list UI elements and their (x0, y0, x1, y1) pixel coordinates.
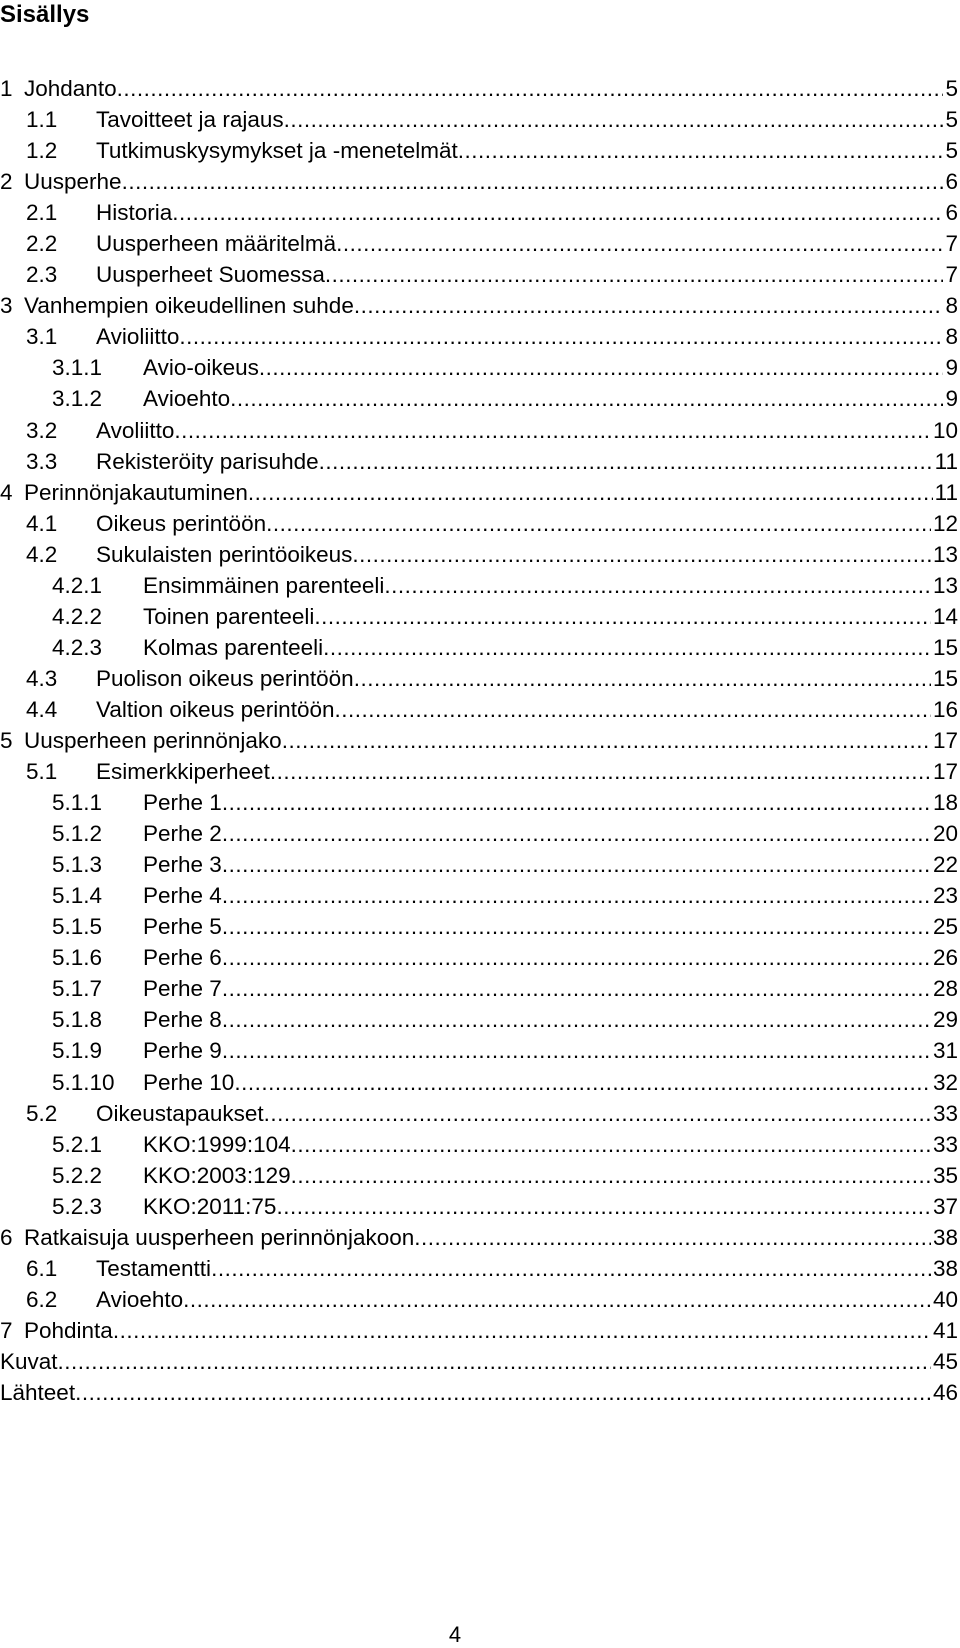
toc-entry-title: Tutkimuskysymykset ja -menetelmät (96, 138, 458, 164)
toc-entry-page: 20 (932, 821, 958, 847)
toc-entry-number: 4.1 (26, 510, 58, 536)
toc-dot-leader (282, 726, 931, 756)
toc-heading: Sisällys (0, 1, 90, 28)
toc-entry-page: 45 (932, 1348, 958, 1374)
toc-dot-leader (291, 1161, 931, 1191)
toc-entry-title: Uusperheen perinnönjako (24, 727, 282, 753)
toc-entry[interactable] (0, 1099, 958, 1130)
toc-entry-page: 13 (932, 541, 958, 567)
toc-entry-number: 1.2 (26, 138, 58, 164)
toc-entry-number: 3.1 (26, 324, 58, 350)
toc-entry-number: 4.2.1 (52, 572, 103, 598)
toc-entry-number: 1 (0, 76, 13, 101)
toc-entry-number: 6.2 (26, 1286, 58, 1312)
page-number: 4 (448, 1622, 462, 1647)
toc-dot-leader (291, 1130, 931, 1160)
toc-entry[interactable] (0, 105, 958, 136)
toc-entry-title: Perhe 5 (143, 914, 222, 940)
toc-entry-page: 5 (945, 138, 958, 164)
toc-entry-number: 4.2 (26, 541, 58, 567)
toc-entry-title: Vanhempien oikeudellinen suhde (24, 293, 354, 319)
toc-entry[interactable] (0, 1223, 958, 1254)
toc-entry-number: 5.1.6 (52, 945, 103, 971)
toc-entry-title: Johdanto (24, 76, 117, 101)
toc-entry-number: 3.1.1 (52, 355, 103, 381)
toc-entry[interactable] (0, 943, 958, 974)
toc-entry-number: 5 (0, 727, 13, 753)
toc-entry-number: 5.1.4 (52, 883, 103, 909)
toc-entry[interactable] (0, 1161, 958, 1192)
toc-dot-leader (264, 1099, 931, 1129)
toc-dot-leader (222, 788, 931, 818)
toc-entry[interactable] (0, 819, 958, 850)
toc-entry-page: 8 (945, 293, 958, 319)
toc-entry-page: 31 (932, 1038, 958, 1064)
toc-entry-title: Perhe 1 (143, 790, 222, 816)
toc-entry-title: Oikeustapaukset (96, 1100, 264, 1126)
toc-entry-title: Lähteet (0, 1379, 76, 1405)
toc-entry-title: Esimerkkiperheet (96, 759, 270, 785)
toc-entry[interactable] (0, 291, 958, 322)
toc-entry-title: Avioehto (96, 1286, 184, 1312)
toc-entry-number: 2.1 (26, 200, 58, 226)
toc-dot-leader (336, 229, 943, 259)
toc-entry-page: 29 (932, 1007, 958, 1033)
toc-entry[interactable] (0, 509, 958, 540)
toc-entry[interactable] (0, 571, 958, 602)
toc-entry-title: Perhe 7 (143, 976, 222, 1002)
toc-entry[interactable] (0, 974, 958, 1005)
toc-entry-page: 38 (932, 1255, 958, 1281)
toc-entry-title: Ratkaisuja uusperheen perinnönjakoon (24, 1224, 415, 1250)
toc-entry-page: 18 (932, 790, 958, 816)
toc-entry-number: 4 (0, 479, 13, 505)
toc-dot-leader (325, 260, 944, 290)
toc-entry-page: 32 (932, 1069, 958, 1095)
toc-entry[interactable] (0, 229, 958, 260)
toc-entry-number: 3.2 (26, 417, 58, 443)
toc-dot-leader (248, 478, 933, 508)
toc-entry-title: Kolmas parenteeli (143, 634, 324, 660)
toc-entry[interactable] (0, 1254, 958, 1285)
toc-dot-leader (222, 1036, 931, 1066)
toc-dot-leader (234, 1068, 931, 1098)
toc-entry-page: 7 (945, 231, 958, 257)
toc-dot-leader (266, 509, 931, 539)
toc-entry-page: 37 (932, 1193, 958, 1219)
toc-entry[interactable] (0, 416, 958, 447)
toc-entry-title: Uusperheet Suomessa (96, 262, 325, 288)
toc-entry-title: Perhe 6 (143, 945, 222, 971)
toc-dot-leader (222, 819, 931, 849)
toc-entry-title: Kuvat (0, 1348, 58, 1374)
toc-entry-title: Valtion oikeus perintöön (96, 696, 335, 722)
toc-entry-number: 6 (0, 1224, 13, 1250)
toc-entry[interactable] (0, 136, 958, 167)
toc-entry-number: 3 (0, 293, 13, 319)
toc-entry-title: Avio-oikeus (143, 355, 259, 381)
toc-entry-page: 38 (932, 1224, 958, 1250)
toc-entry-page: 8 (945, 324, 958, 350)
toc-dot-leader (222, 1005, 931, 1035)
toc-entry[interactable] (0, 1192, 958, 1223)
toc-entry-title: Toinen parenteeli (143, 603, 315, 629)
toc-entry-page: 9 (945, 355, 958, 381)
table-of-contents (0, 74, 958, 1409)
toc-entry-number: 5.1.5 (52, 914, 103, 940)
toc-entry-number: 2 (0, 169, 13, 195)
toc-entry[interactable] (0, 757, 958, 788)
toc-entry[interactable] (0, 788, 958, 819)
toc-dot-leader (222, 881, 931, 911)
toc-dot-leader (75, 1378, 931, 1408)
toc-entry[interactable] (0, 1316, 958, 1347)
toc-entry-page: 6 (945, 200, 958, 226)
toc-entry-number: 5.1.2 (52, 821, 103, 847)
toc-entry-title: Ensimmäinen parenteeli (143, 572, 385, 598)
toc-entry-number: 5.1.8 (52, 1007, 103, 1033)
toc-entry-title: Avioehto (143, 386, 231, 412)
toc-entry-page: 25 (932, 914, 958, 940)
toc-entry-title: KKO:1999:104 (143, 1131, 291, 1157)
toc-entry-page: 17 (932, 727, 958, 753)
toc-entry[interactable] (0, 726, 958, 757)
toc-entry[interactable] (0, 198, 958, 229)
toc-entry[interactable] (0, 1068, 958, 1099)
toc-entry-page: 22 (932, 852, 958, 878)
toc-entry[interactable] (0, 850, 958, 881)
toc-entry-number: 1.1 (26, 107, 58, 133)
toc-entry-page: 23 (932, 883, 958, 909)
toc-dot-leader (211, 1254, 931, 1284)
toc-entry-title: KKO:2011:75 (143, 1193, 277, 1219)
toc-entry-title: Sukulaisten perintöoikeus (96, 541, 353, 567)
toc-dot-leader (458, 136, 944, 166)
toc-dot-leader (179, 322, 943, 352)
toc-entry-page: 28 (932, 976, 958, 1002)
toc-entry[interactable] (0, 633, 958, 664)
toc-entry-title: Tavoitteet ja rajaus (96, 107, 284, 133)
toc-entry-title: Perhe 10 (143, 1069, 235, 1095)
toc-entry[interactable] (0, 1130, 958, 1161)
toc-dot-leader (284, 105, 944, 135)
toc-entry-page: 16 (932, 696, 958, 722)
toc-entry-number: 4.2.3 (52, 634, 103, 660)
toc-entry-title: Perhe 2 (143, 821, 222, 847)
toc-dot-leader (222, 912, 931, 942)
toc-entry-number: 5.2.1 (52, 1131, 103, 1157)
toc-entry-number: 7 (0, 1317, 13, 1343)
toc-dot-leader (222, 850, 931, 880)
toc-dot-leader (335, 695, 931, 725)
toc-entry-page: 41 (932, 1317, 958, 1343)
toc-entry[interactable] (0, 664, 958, 695)
toc-entry-page: 15 (932, 634, 958, 660)
toc-dot-leader (319, 447, 933, 477)
toc-dot-leader (113, 1316, 931, 1346)
toc-dot-leader (354, 291, 944, 321)
toc-entry-page: 6 (945, 169, 958, 195)
toc-entry[interactable] (0, 74, 958, 105)
toc-entry-page: 40 (932, 1286, 958, 1312)
toc-entry-number: 4.3 (26, 665, 58, 691)
toc-entry-page: 5 (945, 107, 958, 133)
toc-entry[interactable] (0, 478, 958, 509)
toc-entry-number: 5.2.3 (52, 1193, 103, 1219)
toc-entry-page: 14 (932, 603, 958, 629)
toc-dot-leader (183, 1285, 931, 1315)
toc-entry-page: 46 (932, 1379, 958, 1405)
toc-entry-title: Perhe 9 (143, 1038, 222, 1064)
toc-entry-number: 2.2 (26, 231, 58, 257)
toc-entry-title: Historia (96, 200, 173, 226)
toc-entry-page: 15 (932, 665, 958, 691)
toc-entry-page: 26 (932, 945, 958, 971)
toc-dot-leader (276, 1192, 931, 1222)
toc-entry-number: 5.1.3 (52, 852, 103, 878)
toc-entry[interactable] (0, 912, 958, 943)
toc-entry-number: 3.1.2 (52, 386, 103, 412)
toc-entry-page: 9 (945, 386, 958, 412)
toc-entry-title: Avoliitto (96, 417, 175, 443)
toc-entry-number: 5.2.2 (52, 1162, 103, 1188)
toc-dot-leader (354, 664, 931, 694)
toc-entry-title: Perhe 4 (143, 883, 222, 909)
toc-entry-title: Uusperhe (24, 169, 122, 195)
toc-entry-title: Perinnönjakautuminen (24, 479, 248, 505)
toc-entry-page: 35 (932, 1162, 958, 1188)
toc-dot-leader (384, 571, 931, 601)
toc-dot-leader (117, 74, 944, 104)
toc-entry-title: Oikeus perintöön (96, 510, 267, 536)
toc-entry[interactable] (0, 1378, 958, 1409)
toc-entry[interactable] (0, 540, 958, 571)
toc-entry[interactable] (0, 602, 958, 633)
toc-entry-number: 4.4 (26, 696, 58, 722)
toc-entry[interactable] (0, 384, 958, 415)
toc-entry[interactable] (0, 1285, 958, 1316)
toc-entry-number: 5.1.7 (52, 976, 103, 1002)
toc-entry[interactable] (0, 1036, 958, 1067)
toc-dot-leader (352, 540, 931, 570)
toc-dot-leader (259, 353, 944, 383)
toc-dot-leader (314, 602, 931, 632)
toc-entry[interactable] (0, 1347, 958, 1378)
toc-dot-leader (230, 384, 943, 414)
toc-entry-title: Perhe 8 (143, 1007, 222, 1033)
toc-entry-number: 5.1.9 (52, 1038, 103, 1064)
toc-entry-page: 17 (932, 759, 958, 785)
toc-entry-page: 10 (932, 417, 958, 443)
toc-dot-leader (270, 757, 931, 787)
toc-entry-page: 11 (934, 448, 958, 474)
toc-entry[interactable] (0, 322, 958, 353)
toc-dot-leader (58, 1347, 931, 1377)
toc-entry-title: Perhe 3 (143, 852, 222, 878)
toc-entry-title: Puolison oikeus perintöön (96, 665, 354, 691)
toc-entry-page: 7 (945, 262, 958, 288)
toc-dot-leader (323, 633, 931, 663)
toc-entry-page: 5 (945, 76, 958, 101)
toc-entry-page: 33 (932, 1131, 958, 1157)
toc-entry-page: 13 (932, 572, 958, 598)
toc-entry-title: Avioliitto (96, 324, 180, 350)
toc-entry[interactable] (0, 695, 958, 726)
toc-entry[interactable] (0, 447, 958, 478)
toc-entry-title: Pohdinta (24, 1317, 113, 1343)
toc-entry[interactable] (0, 881, 958, 912)
toc-entry-number: 6.1 (26, 1255, 58, 1281)
toc-entry-number: 5.2 (26, 1100, 58, 1126)
toc-dot-leader (222, 943, 931, 973)
toc-entry[interactable] (0, 260, 958, 291)
toc-dot-leader (174, 416, 931, 446)
toc-entry[interactable] (0, 167, 958, 198)
toc-entry[interactable] (0, 353, 958, 384)
toc-entry-page: 11 (934, 479, 958, 505)
toc-entry-number: 4.2.2 (52, 603, 103, 629)
toc-dot-leader (222, 974, 931, 1004)
toc-entry[interactable] (0, 1005, 958, 1036)
toc-dot-leader (122, 167, 944, 197)
toc-entry-number: 5.1.1 (52, 790, 103, 816)
toc-dot-leader (172, 198, 943, 228)
toc-entry-title: Rekisteröity parisuhde (96, 448, 319, 474)
toc-dot-leader (414, 1223, 931, 1253)
toc-entry-number: 2.3 (26, 262, 58, 288)
toc-entry-title: KKO:2003:129 (143, 1162, 291, 1188)
toc-entry-title: Testamentti (96, 1255, 212, 1281)
toc-entry-page: 12 (932, 510, 958, 536)
toc-entry-number: 5.1 (26, 759, 58, 785)
toc-entry-number: 5.1.10 (52, 1069, 115, 1095)
toc-entry-number: 3.3 (26, 448, 58, 474)
toc-entry-page: 33 (932, 1100, 958, 1126)
toc-entry-title: Uusperheen määritelmä (96, 231, 337, 257)
